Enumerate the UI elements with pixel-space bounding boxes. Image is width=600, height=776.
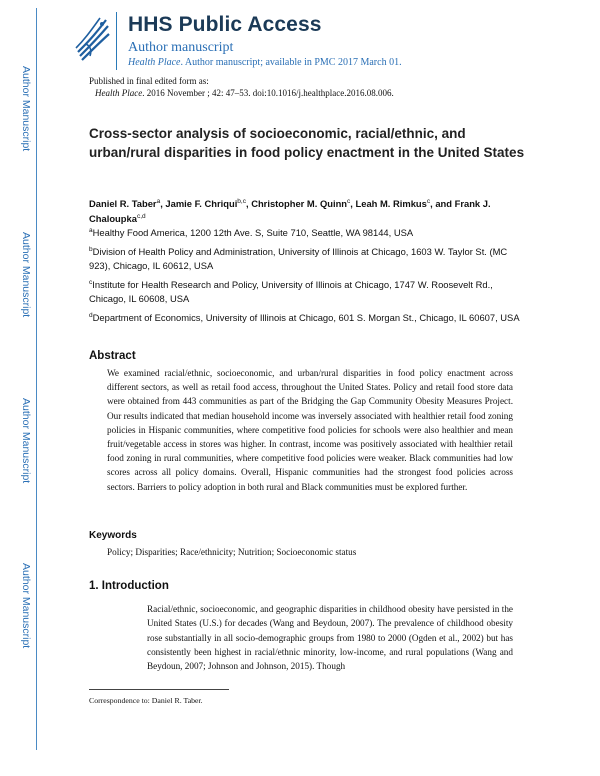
affiliation-sup: b <box>89 246 93 253</box>
affiliation-d <box>89 309 529 325</box>
abstract-body: We examined racial/ethnic, socioeconomic, and urban/rural disparities in food policy enactment across different sectors, as well as retail food access, throughout the United States. Policy and retail food store data were obtained from 443 communities as part of the Bridging the Gap Community Obesity Measures Project. Our results indicated that median household income was inversely associated with healthier retail food zoning policies in Hispanic communities, where competitive food policies for schools were also healthier and mean fruit/vegetable access in stores was higher. In contrast, income was positively associated with healthier retail food zoning in rural communities, where competitive food policies were weaker. Black communities had low scores across all policy domains. Overall, Hispanic communities had the strongest food policies across sectors. Barriers to policy adoption in both rural and Black communities must be explored further. <box>107 368 513 492</box>
affiliation-text: Division of Health Policy and Administration, University of Illinois at Chicago, 1603 W. Taylor St. (MC 923), Chicago, IL 60612, USA <box>89 246 508 272</box>
author-sup: c,d <box>136 213 146 221</box>
side-label-author-manuscript: Author Manuscript <box>20 66 32 152</box>
introduction-body: Racial/ethnic, socioeconomic, and geographic disparities in childhood obesity have persisted in the United States (U.S.) for decades (Wang and Beydoun, 2007). The prevalence of childhood obesity rose substantially in all socio-demographic groups from 1980 to 2000 (Ogden et al., 2002) but has consistently been highest in racial/ethnic minority, low-income, and rural populations (Wang and Beydoun, 2007; Johnson and Johnson, 2015). Though <box>147 604 513 672</box>
affiliation-text: Institute for Health Research and Policy, University of Illinois at Chicago, 1747 W. Roosevelt Rd., Chicago, IL 60608, USA <box>89 279 493 305</box>
affiliation-b <box>89 243 529 273</box>
author-name: Jamie F. Chriqui <box>165 198 238 210</box>
author-sep: , <box>245 198 252 210</box>
note-text: . Author manuscript; available in PMC 2017 March 01. <box>180 57 402 68</box>
affiliation-sup: a <box>89 227 93 234</box>
citation-details: . 2016 November ; 42: 47–53. doi:10.1016/j.healthplace.2016.08.006. <box>142 88 394 98</box>
author-manuscript-subtitle: Author manuscript <box>128 40 234 55</box>
correspondence-footnote: Correspondence to: Daniel R. Taber. <box>89 696 203 705</box>
hhs-eagle-logo-icon <box>72 14 112 64</box>
note-journal: Health Place <box>128 57 181 68</box>
footnote-rule <box>89 689 229 690</box>
author-name: Frank J. Chaloupka <box>89 198 491 225</box>
author-sup: c <box>426 198 431 205</box>
author-name: Daniel R. Taber <box>89 198 157 210</box>
introduction-heading: 1. Introduction <box>89 580 169 592</box>
affiliation-c <box>89 276 529 306</box>
affiliation-sup: c <box>89 279 93 286</box>
hhs-public-access-title: HHS Public Access <box>128 13 322 36</box>
author-sup: b,c <box>237 198 246 205</box>
published-label: Published in final edited form as: <box>89 76 209 86</box>
margin-rule <box>36 8 37 750</box>
affiliation-text: Healthy Food America, 1200 12th Ave. S, Suite 710, Seattle, WA 98144, USA <box>92 227 414 239</box>
side-label-author-manuscript: Author Manuscript <box>20 232 32 318</box>
affiliation-sup: d <box>89 312 93 319</box>
author-sep: , <box>350 198 356 210</box>
author-list <box>89 195 529 225</box>
article-title: Cross-sector analysis of socioeconomic, racial/ethnic, and urban/rural disparities in food policy enactment in the United States <box>89 126 525 160</box>
keywords-heading: Keywords <box>89 530 137 541</box>
header-divider <box>116 12 117 70</box>
affiliation-text: Department of Economics, University of Illinois at Chicago, 601 S. Morgan St., Chicago, IL 60607, USA <box>92 312 520 324</box>
side-label-author-manuscript: Author Manuscript <box>20 563 32 649</box>
side-label-author-manuscript: Author Manuscript <box>20 398 32 484</box>
availability-note <box>128 57 402 68</box>
abstract-heading: Abstract <box>89 350 136 362</box>
author-sup: c <box>347 198 351 205</box>
keywords-body: Policy; Disparities; Race/ethnicity; Nutrition; Socioeconomic status <box>107 547 357 557</box>
author-sep: , <box>160 198 166 210</box>
author-name: Leah M. Rimkus <box>355 198 427 210</box>
author-sep: , and <box>430 198 455 210</box>
affiliation-a <box>89 224 529 240</box>
citation-journal: Health Place <box>95 88 143 98</box>
author-sup: a <box>156 198 161 205</box>
citation <box>95 88 394 98</box>
author-name: Christopher M. Quinn <box>251 198 348 210</box>
